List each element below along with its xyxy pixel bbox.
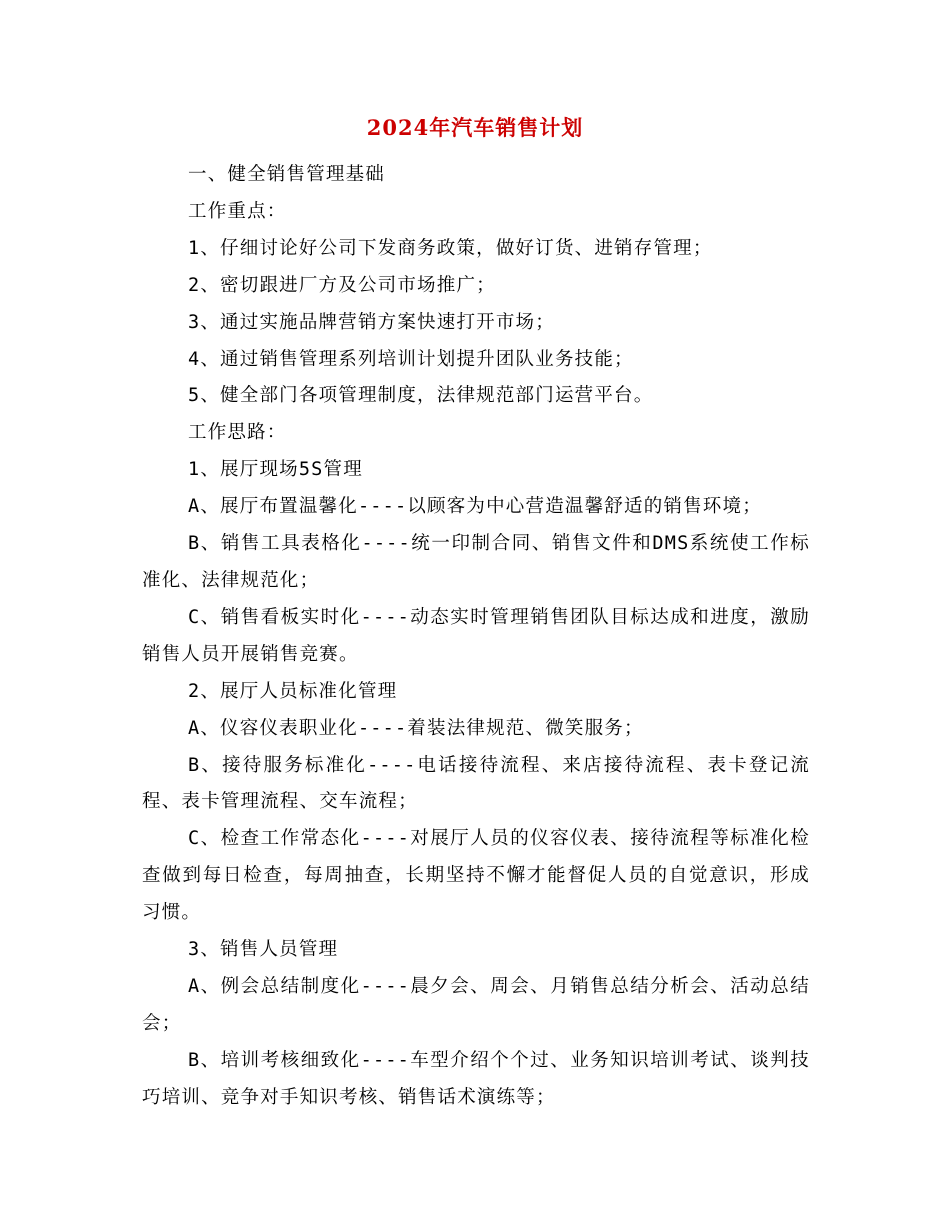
paragraph: 工作重点： xyxy=(188,200,287,222)
paragraph: 1、展厅现场5S管理 xyxy=(188,459,363,481)
document-title: 2024年汽车销售计划 xyxy=(366,115,584,140)
paragraph: 4、通过销售管理系列培训计划提升团队业务技能； xyxy=(188,348,634,370)
paragraph: 3、销售人员管理 xyxy=(188,939,339,961)
paragraph: 一、健全销售管理基础 xyxy=(188,164,386,185)
paragraph: 工作思路： xyxy=(188,422,287,444)
paragraph: C、销售看板实时化----动态实时管理销售团队目标达成和进度，激励销售人员开展销售竞赛。 xyxy=(142,606,810,665)
paragraph: C、检查工作常态化----对展厅人员的仪容仪表、接待流程等标准化检查做到每日检查，每周抽查，长期坚持不懈才能督促人员的自觉意识，形成习惯。 xyxy=(142,828,810,924)
paragraph: B、培训考核细致化----车型介绍个个过、业务知识培训考试、谈判技巧培训、竞争对手知识考核、销售话术演练等； xyxy=(142,1049,810,1108)
paragraph: A、例会总结制度化----晨夕会、周会、月销售总结分析会、活动总结会； xyxy=(142,975,810,1034)
paragraph: 1、仔细讨论好公司下发商务政策，做好订货、进销存管理； xyxy=(188,237,713,259)
paragraph: B、销售工具表格化----统一印制合同、销售文件和DMS系统使工作标准化、法律规范化； xyxy=(142,533,810,591)
paragraph: B、接待服务标准化----电话接待流程、来店接待流程、表卡登记流程、表卡管理流程、交车流程； xyxy=(142,754,810,813)
document-body xyxy=(142,157,810,1117)
paragraph: 5、健全部门各项管理制度，法律规范部门运营平台。 xyxy=(188,385,654,407)
paragraph: 3、通过实施品牌营销方案快速打开市场； xyxy=(188,311,555,333)
paragraph: 2、密切跟进厂方及公司市场推广； xyxy=(188,274,496,296)
paragraph: 2、展厅人员标准化管理 xyxy=(188,680,398,702)
paragraph: A、展厅布置温馨化----以顾客为中心营造温馨舒适的销售环境； xyxy=(188,496,762,518)
paragraph: A、仪容仪表职业化----着装法律规范、微笑服务； xyxy=(188,717,644,739)
